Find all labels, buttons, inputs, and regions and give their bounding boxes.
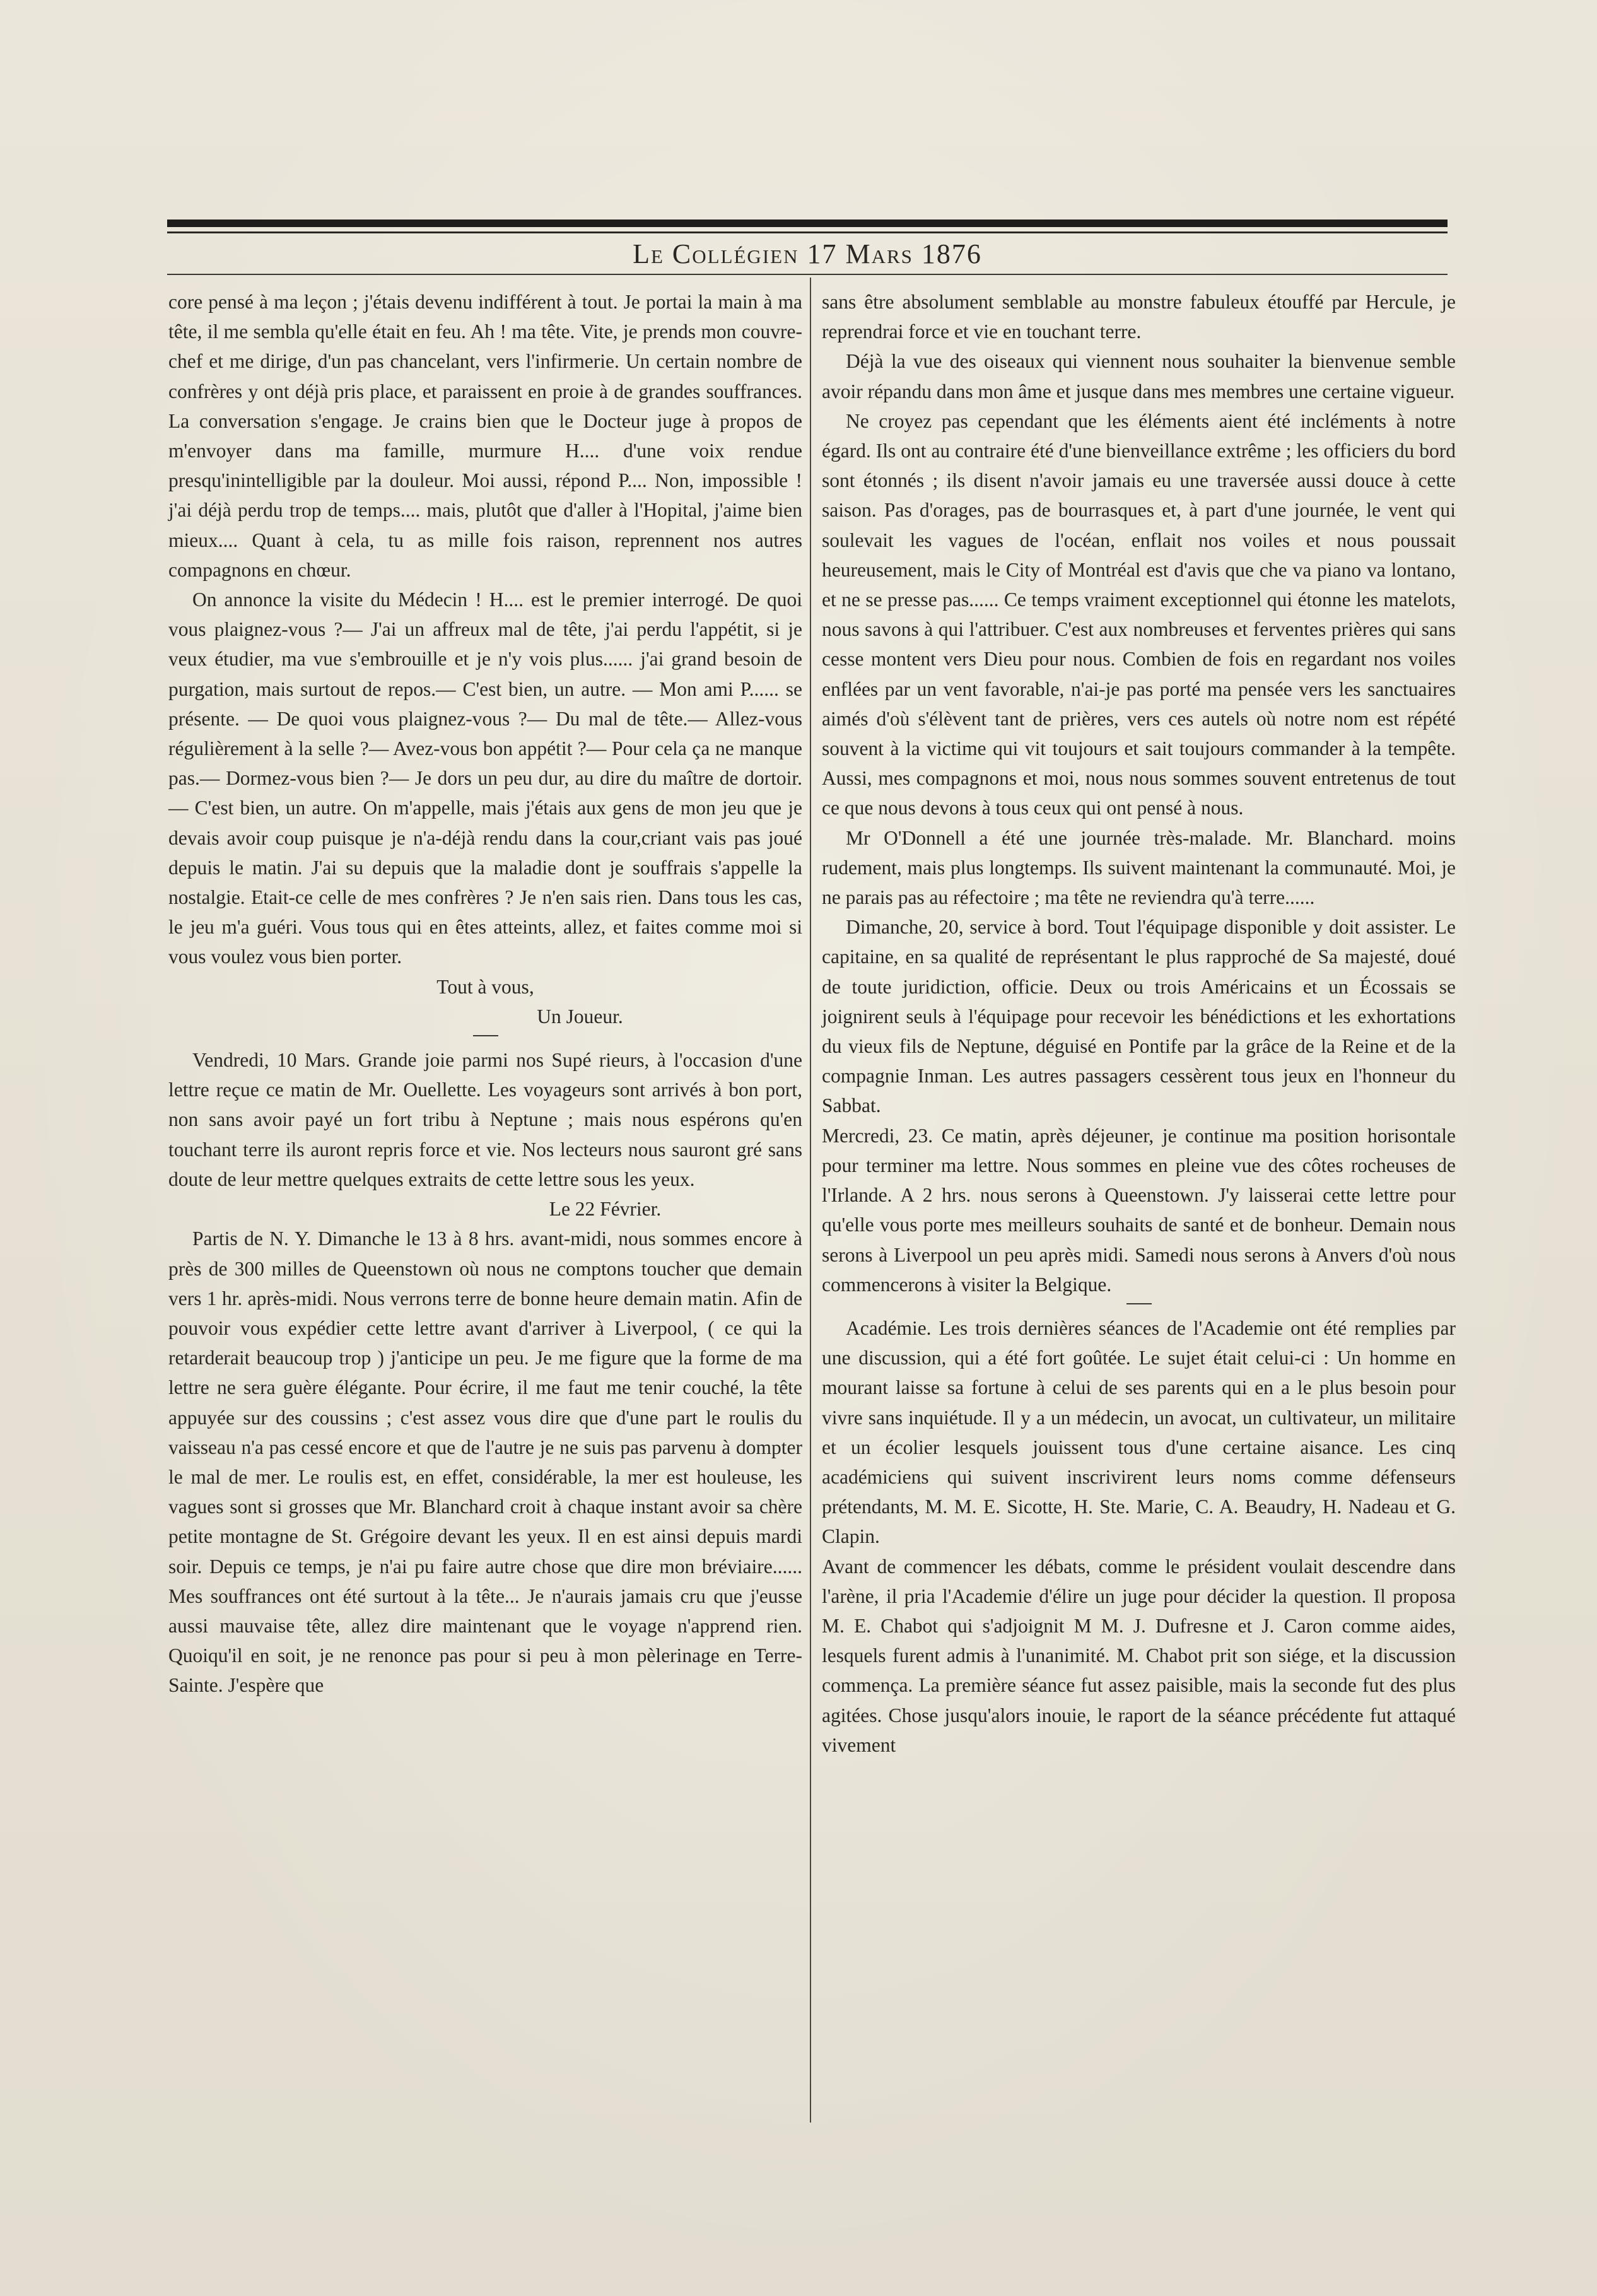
left-paragraph-4: Partis de N. Y. Dimanche le 13 à 8 hrs. avant-midi, nous sommes encore à près de 300 milles de Queenstown où nous ne comptons toucher que demain vers 1 hr. après-midi. Nous verrons terre de bonne heure demain matin. Afin de pouvoir vous expédier cette lettre avant d'arriver à Liverpool, ( ce qui la retarderait beaucoup trop ) j'anticipe un peu. Je me figure que la forme de ma lettre ne sera guère élégante. Pour écrire, il me faut me tenir couché, la tête appuyée sur des coussins ; c'est assez vous dire que d'une part le roulis du vaisseau n'a pas cessé encore et que de l'autre je ne suis pas parvenu à dompter le mal de mer. Le roulis est, en effet, considérable, la mer est houleuse, les vagues sont si grosses que Mr. Blanchard croit à chaque instant avoir sa chère petite montagne de St. Grégoire devant les yeux. Il en est ainsi depuis mardi soir. Depuis ce temps, je n'ai pu faire autre chose que dire mon bréviaire...... Mes souffrances ont été surtout à la tête... Je n'aurais jamais cru que j'eusse aussi mauvaise tête, allez dire maintenant que le voyage n'apprend rien. Quoiqu'il en soit, je ne renonce pas pour si peu à mon pèlerinage en Terre-Sainte. J'espère que — [168, 1227, 802, 1697]
right-paragraph-7: Académie. Les trois dernières séances de l'Academie ont été remplies par une discussion, qui a été fort goûtée. Le sujet était celui-ci : Un homme en mourant laisse sa fortune à celui de ses parents qui en a le plus besoin pour vivre sans inquiétude. Il y a un médecin, un avocat, un cultivateur, un militaire et un écolier lesquels jouissent tous d'une certaine aisance. Les cinq académiciens qui suivent inscrivirent leurs noms comme défenseurs prétendants, M. M. E. Sicotte, H. Ste. Marie, C. A. Beaudry, H. Nadeau et G. Clapin. — [822, 1316, 1456, 1548]
letter-closing: Tout à vous, — [436, 975, 534, 998]
masthead: Le Collégien 17 Mars 1876 — [633, 238, 982, 269]
section-separator — [473, 1035, 498, 1036]
column-divider — [810, 278, 811, 2123]
right-paragraph-6: Mercredi, 23. Ce matin, après déjeuner, je continue ma position horisontale pour terminer ma lettre. Nous sommes en pleine vue des côtes rocheuses de l'Irlande. A 2 hrs. nous serons à Queenstown. J'y laisserai cette lettre pour qu'elle vous porte mes meilleurs souhaits de santé et de bonheur. Demain nous serons à Liverpool un peu après midi. Samedi nous serons à Anvers d'où nous commencerons à visiter la Belgique. — [822, 1124, 1456, 1296]
header-rule-thick — [167, 220, 1448, 227]
right-paragraph-4: Mr O'Donnell a été une journée très-malade. Mr. Blanchard. moins rudement, mais plus longtemps. Ils suivent maintenant la communauté. Moi, je ne parais pas au réfectoire ; ma tête ne reviendra qu'à terre...... — [822, 826, 1456, 909]
left-paragraph-1: core pensé à ma leçon ; j'étais devenu indifférent à tout. Je portai la main à ma tête, il me sembla qu'elle était en feu. Ah ! ma tête. Vite, je prends mon couvre-chef et me dirige, d'un pas chancelant, vers l'infirmerie. Un certain nombre de confrères y ont déjà pris place, et paraissent en proie à de grandes souffrances. La conversation s'engage. Je crains bien que le Docteur juge à propos de m'envoyer dans ma famille, murmure H.... d'une voix rendue presqu'inintelligible par la douleur. Moi aussi, répond P.... Non, impossible ! j'ai déjà perdu trop de temps.... mais, plutôt que d'aller à l'Hopital, j'aime bien mieux.... Quant à cela, tu as mille fois raison, reprennent nos autres compagnons en chœur. — [168, 291, 802, 581]
letter-signature: Un Joueur. — [537, 1005, 623, 1028]
left-paragraph-2: On annonce la visite du Médecin ! H.... est le premier interrogé. De quoi vous plaignez-vous ?— J'ai un affreux mal de tête, j'ai perdu l'appétit, si je veux étudier, ma vue s'embrouille et je n'y vois plus...... j'ai grand besoin de purgation, mais surtout de repos.— C'est bien, un autre. — Mon ami P...... se présente. — De quoi vous plaignez-vous ?— Du mal de tête.— Allez-vous régulièrement à la selle ?— Avez-vous bon appétit ?— Pour cela ça ne manque pas.— Dormez-vous bien ?— Je dors un peu dur, au dire du maître de dortoir.— C'est bien, un autre. On m'appelle, mais j'étais aux gens de mon jeu que je devais avoir coup puisque je n'a-déjà rendu dans la cour,criant vais pas joué depuis le matin. J'ai su depuis que la maladie dont je souffrais s'appelle la nostalgie. Etait-ce celle de mes confrères ? Je n'en sais rien. Dans tous les cas, le jeu m'a guéri. Vous tous qui en êtes atteints, allez, et faites comme moi si vous voulez vous bien porter. — [168, 589, 802, 968]
header-rule-under — [167, 274, 1448, 275]
right-column — [822, 287, 1456, 1760]
right-paragraph-1: sans être absolument semblable au monstre fabuleux étouffé par Hercule, je reprendrai force et vie en touchant terre. — [822, 291, 1456, 343]
right-paragraph-3: Ne croyez pas cependant que les éléments aient été incléments à notre égard. Ils ont au contraire été d'une bienveillance extrême ; les officiers du bord sont étonnés ; ils disent n'avoir jamais eu une traversée aussi douce à cette saison. Pas d'orages, pas de bourrasques et, à part d'une journée, le vent qui soulevait les vagues de l'océan, enflait nos voiles et nous poussait heureusement, mais le City of Montréal est d'avis que che va piano va lontano, et ne se presse pas...... Ce temps vraiment exceptionnel qui étonne les matelots, nous savons à qui l'attribuer. C'est aux nombreuses et ferventes prières qui sans cesse montent vers Dieu pour nous. Combien de fois en regardant nos voiles enflées par un vent favorable, n'ai-je pas porté ma pensée vers les sanctuaires aimés d'où s'élèvent tant de prières, vers ces autels où notre nom est répété souvent à la victime qui vit toujours et sait toujours commander à la tempête. Aussi, mes compagnons et moi, nous nous sommes souvent entretenus de tout ce que nous devons à tous ceux qui ont pensé à nous. — [822, 409, 1456, 819]
section-separator-right — [1126, 1303, 1152, 1304]
left-column — [168, 287, 802, 1701]
right-paragraph-8: Avant de commencer les débats, comme le président voulait descendre dans l'arène, il pria l'Academie d'élire un juge pour décider la question. Il proposa M. E. Chabot qui s'adjoignit M M. J. Dufresne et J. Caron comme aides, lesquels furent admis à l'unanimité. M. Chabot prit son siége, et la discussion commença. La première séance fut assez paisible, mais la seconde fut des plus agitées. Chose jusqu'alors inouie, le raport de la séance précédente fut attaqué vivement — [822, 1555, 1456, 1756]
right-paragraph-5: Dimanche, 20, service à bord. Tout l'équipage disponible y doit assister. Le capitaine, en sa qualité de représentant le plus rapproché de Sa majesté, doué de toute juridiction, officie. Deux ou trois Américains et un Écossais se joignirent seuls à l'équipage pour recevoir les bénédictions et les exhortations du vieux fils de Neptune, déguisé en Pontife par la grâce de la Reine et de la compagnie Inman. Les autres passagers cessèrent tous jeux en l'honneur du Sabbat. — [822, 916, 1456, 1117]
left-paragraph-3: Vendredi, 10 Mars. Grande joie parmi nos Supé rieurs, à l'occasion d'une lettre reçue ce matin de Mr. Ouellette. Les voyageurs sont arrivés à bon port, non sans avoir payé un fort tribu à Neptune ; mais nous espérons qu'en touchant terre ils auront repris force et vie. Nos lecteurs nous sauront gré sans doute de leur mettre quelques extraits de cette lettre sous les yeux. — [168, 1049, 802, 1190]
dateline: Le 22 Février. — [549, 1198, 662, 1221]
right-paragraph-2: Déjà la vue des oiseaux qui viennent nous souhaiter la bienvenue semble avoir répandu dans mon âme et jusque dans mes membres une certaine vigueur. — [822, 350, 1456, 402]
